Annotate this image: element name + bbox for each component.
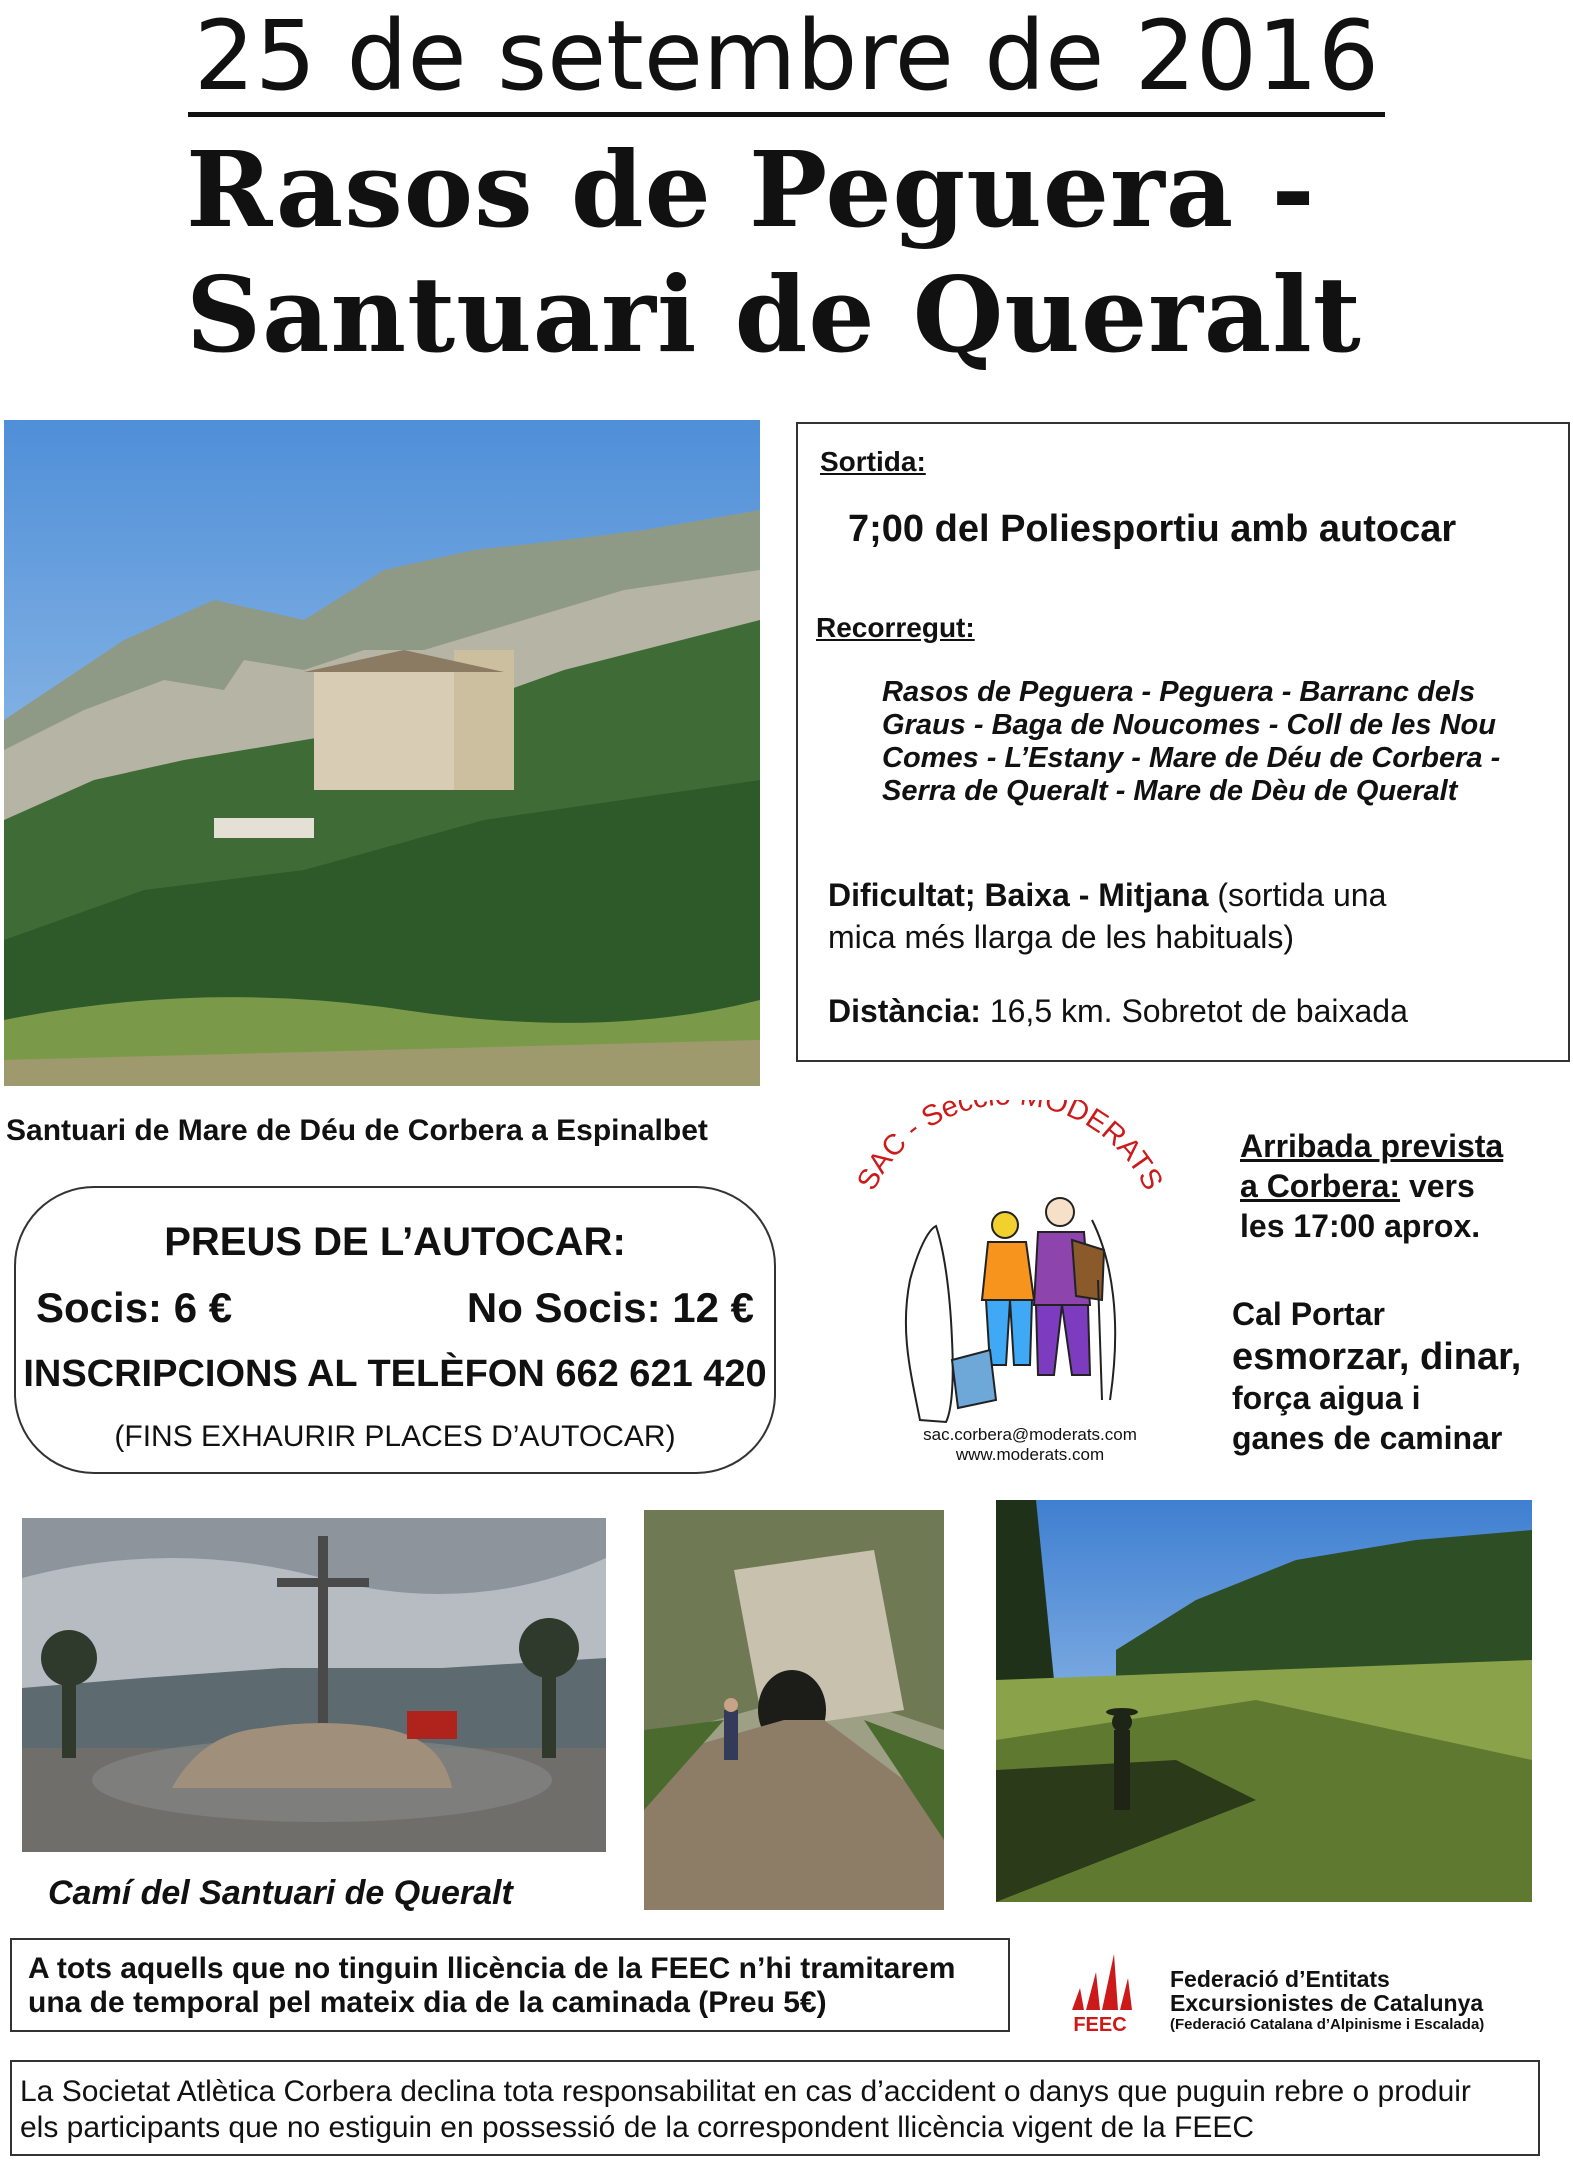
- difficulty-note-2: mica més llarga de les habituals): [828, 919, 1294, 955]
- bring-line-4: ganes de caminar: [1232, 1420, 1503, 1456]
- photo-caption-bottom: Camí del Santuari de Queralt: [48, 1874, 513, 1912]
- difficulty: [828, 874, 1558, 958]
- feec-notice: [10, 1938, 1010, 2032]
- distance-label: Distància:: [828, 993, 981, 1029]
- title-line-2: Santuari de Queralt: [186, 253, 1362, 376]
- arrival-vers: vers: [1400, 1168, 1475, 1204]
- disclaimer-line-2: els participants que no estiguin en possessió de la correspondent llicència vigent de la FEEC: [20, 2111, 1255, 2144]
- route-label: Recorregut:: [816, 612, 975, 643]
- feec-name-line-3: (Federació Catalana d’Alpinisme i Escalada): [1170, 2016, 1485, 2033]
- disclaimer-line-1: La Societat Atlètica Corbera declina tota responsabilitat en cas d’accident o danys que puguin rebre o produir: [20, 2075, 1471, 2108]
- photo-cross: [22, 1518, 606, 1852]
- feec-logo-label: FEEC: [1073, 2014, 1127, 2036]
- event-date: 25 de setembre de 2016: [0, 0, 1573, 112]
- prices-box: [14, 1186, 776, 1474]
- prices-title: PREUS DE L’AUTOCAR:: [164, 1220, 626, 1264]
- arrival-line-2: [1240, 1168, 1475, 1205]
- logo-arc-text: SAC - Sec ODERATS: [851, 1100, 1169, 1196]
- route-line: Graus - Baga de Noucomes - Coll de les Nou: [882, 709, 1496, 741]
- feec-name-line-1: Federació d’Entitats: [1170, 1966, 1390, 1992]
- arrival-line-3: les 17:00 aprox.: [1240, 1208, 1481, 1244]
- feec-name-line-2: Excursionistes de Catalunya: [1170, 1990, 1484, 2016]
- difficulty-note: (sortida una: [1208, 877, 1387, 913]
- title-line-1: Rasos de Peguera -: [186, 128, 1316, 251]
- feec-notice-line-2: una de temporal pel mateix dia de la caminada (Preu 5€): [28, 1986, 827, 2019]
- photo-sanctuary: [4, 420, 760, 1086]
- price-non-members: No Socis: 12 €: [466, 1284, 754, 1331]
- bring-line-3: força aigua i: [1232, 1380, 1421, 1416]
- prices-note: (FINS EXHAURIR PLACES D’AUTOCAR): [114, 1420, 676, 1453]
- departure-label: Sortida:: [820, 446, 926, 477]
- distance: [828, 990, 1408, 1032]
- logo-email[interactable]: sac.corbera@moderats.com: [923, 1425, 1137, 1444]
- route-line: Rasos de Peguera - Peguera - Barranc dels: [882, 676, 1476, 708]
- route-line: Comes - L’Estany - Mare de Déu de Corbera -: [882, 742, 1501, 774]
- prices-row: [36, 1284, 754, 1332]
- bring-line-1: Cal Portar: [1232, 1296, 1385, 1332]
- departure-value: 7;00 del Poliesportiu amb autocar: [848, 508, 1457, 550]
- arrival-line-1: Arribada prevista: [1240, 1128, 1504, 1164]
- photo-meadow: [996, 1500, 1532, 1902]
- photo-caption-top: Santuari de Mare de Déu de Corbera a Espinalbet: [6, 1114, 708, 1147]
- logo-contact: [880, 1425, 1180, 1465]
- price-members: Socis: 6 €: [36, 1284, 233, 1331]
- sac-moderats-logo: [840, 1100, 1180, 1430]
- disclaimer-box: [10, 2060, 1540, 2156]
- distance-value: 16,5 km. Sobretot de baixada: [980, 993, 1408, 1029]
- arrival-place: a Corbera:: [1240, 1168, 1401, 1204]
- difficulty-label: Dificultat; Baixa - Mitjana: [828, 877, 1209, 913]
- route-list: [882, 676, 1500, 808]
- photo-tunnel: [644, 1510, 944, 1910]
- bring-line-2: esmorzar, dinar,: [1232, 1336, 1522, 1378]
- feec-notice-line-1: A tots aquells que no tinguin llicència de la FEEC n’hi tramitarem: [28, 1952, 956, 1985]
- info-box: [796, 422, 1570, 1062]
- logo-web[interactable]: www.moderats.com: [955, 1445, 1105, 1464]
- registration-phone: INSCRIPCIONS AL TELÈFON 662 621 420: [23, 1353, 767, 1395]
- route-line: Serra de Queralt - Mare de Dèu de Queralt: [882, 775, 1458, 807]
